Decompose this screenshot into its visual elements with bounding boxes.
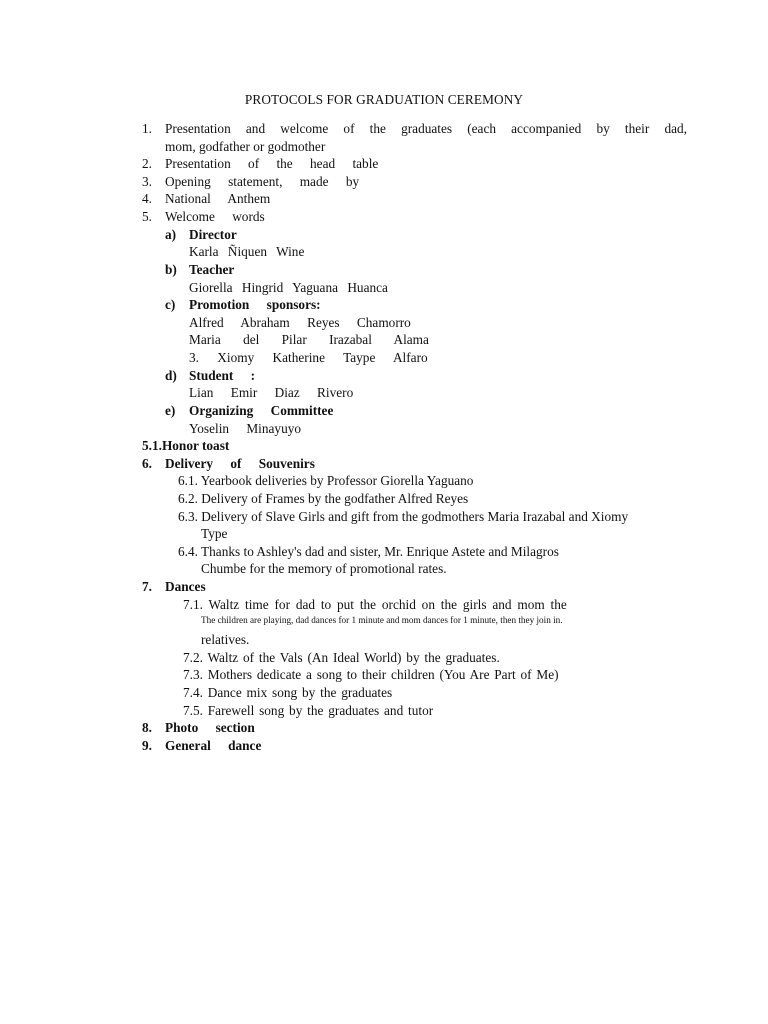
item-text: Opening statement, made by [165,174,360,189]
document-title: PROTOCOLS FOR GRADUATION CEREMONY [244,92,524,107]
person-name: Karla Ñiquen Wine [189,244,305,259]
section-heading: Dances [165,579,206,594]
section-heading: Delivery of Souvenirs [165,456,315,471]
item-number: 2. [142,156,152,171]
item-text: Welcome words [165,209,265,224]
sub-heading: Teacher [189,262,235,277]
sub-heading: Student : [189,368,256,383]
item-number: 1. [142,121,152,136]
item-text: National Anthem [165,191,271,206]
sub-item: 6.1. Yearbook deliveries by Professor Giorella Yaguano [178,473,474,488]
sub-item: 6.4. Thanks to Ashley's dad and sister, Mr. Enrique Astete and Milagros [178,544,559,559]
sub-item: 6.2. Delivery of Frames by the godfather Alfred Reyes [178,491,469,506]
item-text: Presentation of the head table [165,156,379,171]
item-number: 6. [142,456,152,471]
dance-note: The children are playing, dad dances for 1 minute and mom dances for 1 minute, then they join in. [201,615,563,625]
sub-heading: Organizing Committee [189,403,334,418]
sub-item: 7.5. Farewell song by the graduates and tutor [183,703,434,718]
person-name: Lian Emir Diaz Rivero [189,385,354,400]
sub-letter: a) [165,227,177,242]
item-text: Presentation and welcome of the graduates (each accompanied by their dad, [165,121,687,136]
person-name: Alfred Abraham Reyes Chamorro [189,315,411,330]
item-number: 7. [142,579,152,594]
sub-letter: c) [165,297,176,312]
sub-item: 7.2. Waltz of the Vals (An Ideal World) by the graduates. [183,650,500,665]
item-number: 8. [142,720,152,735]
honor-toast-heading: 5.1.Honor toast [142,438,230,453]
sub-heading: Director [189,227,237,242]
sub-letter: e) [165,403,176,418]
sub-letter: d) [165,368,177,383]
person-name: 3. Xiomy Katherine Taype Alfaro [189,350,428,365]
person-name: Yoselin Minayuyo [189,421,302,436]
sub-item-continued: Chumbe for the memory of promotional rates. [201,561,447,576]
sub-item: 7.3. Mothers dedicate a song to their children (You Are Part of Me) [183,667,559,682]
item-text-continued: mom, godfather or godmother [165,139,326,154]
item-number: 4. [142,191,152,206]
sub-item: 6.3. Delivery of Slave Girls and gift from the godmothers Maria Irazabal and Xiomy [178,509,629,524]
sub-letter: b) [165,262,177,277]
sub-heading: Promotion sponsors: [189,297,321,312]
item-number: 9. [142,738,152,753]
person-name: Giorella Hingrid Yaguana Huanca [189,280,388,295]
sub-item: 7.1. Waltz time for dad to put the orchid on the girls and mom the [183,597,567,612]
sub-item-continued: Type [201,526,228,541]
item-number: 5. [142,209,152,224]
section-heading: General dance [165,738,262,753]
person-name: Maria del Pilar Irazabal Alama [189,332,429,347]
item-number: 3. [142,174,152,189]
sub-item: 7.4. Dance mix song by the graduates [183,685,393,700]
section-heading: Photo section [165,720,255,735]
sub-item-continued: relatives. [201,632,250,647]
